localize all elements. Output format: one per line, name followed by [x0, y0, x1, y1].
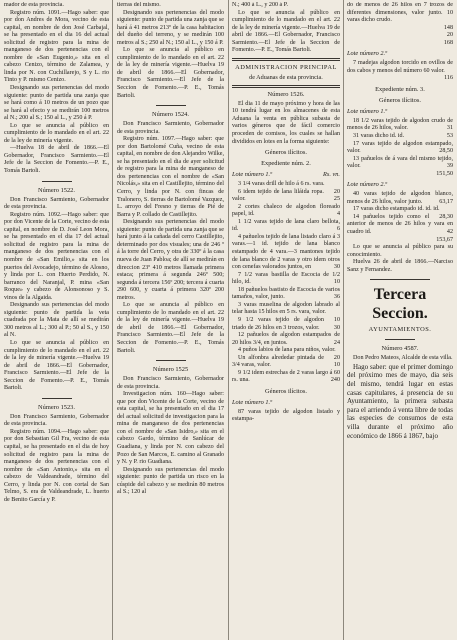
lot-items — [232, 181, 340, 385]
lot-header — [232, 170, 340, 179]
total-row — [347, 40, 453, 48]
notice-number: Número 1525 — [152, 366, 189, 374]
lot-item-text: 9 1/2 varas tejido de algodon triado de 26 hilos en 3 trozos, valor. — [232, 316, 324, 331]
paragraph: Designando sus pertenencias del modo siguiente: punto de partida la veta cuadrada por la Mata de allí se medirán 300 metros al L.; 300 al P.; 50 al S., y 150 al N. — [4, 302, 109, 339]
lot-item — [347, 206, 453, 220]
divider — [385, 339, 415, 340]
notice-heading: Don Pedro Mateos, Alcalde de esta villa. — [353, 355, 453, 362]
lot-item-value: 42 — [446, 229, 453, 236]
amount-row — [347, 75, 453, 83]
paragraph: Designando sus pertenencias del modo siguiente: punto de partida una zanja que se hará á 41 metros 213º de la casa habitacion del dueño del terreno, y se medirán 100 metros al S.; 250 al N.; 150 al L., y 150 á P. — [117, 9, 224, 46]
lot-item — [232, 219, 340, 234]
lot-item-value: 10 — [333, 279, 340, 286]
total-amount: 153,67 — [436, 236, 453, 243]
lot-item-text: 18 1/2 varas tejido de algodon crudo de menos de 26 hilos, valor. — [347, 117, 453, 132]
lot-header — [347, 49, 453, 58]
lot-item-value: 24 — [333, 339, 340, 346]
lot-label: Lote número 1.º — [347, 107, 388, 115]
paragraph: Registro núm. 1094.—Hago saber: que por don Sebastian Gil Fra, vecino de esta capital, se ha presentado en el dia de hoy solicitud de registro para la mina de manganeso de dos pertenencias con el nombre de «San Antonio,» sita en el cabezo de Valdeandrade, término del Cerro, y linda por N. con cortal de San Telmo, S. era de Valdeandrade, L. huerto de Benito García y P. — [4, 428, 109, 503]
lot-item — [232, 287, 340, 302]
amount-row — [347, 32, 453, 40]
lot-item-text: 18 pañuelos bastisto de Escocia de varios tamaños, valor, junto. — [232, 286, 340, 301]
lot-label: Lote número 2.º — [347, 50, 388, 58]
paragraph: Lo que se anuncia al público en cumplimiento de lo mandado en el art. 22 de la ley de minería vigente.—Huelva 19 de abril de 1866.—El Gobernador, Francisco Sarmiento.—El Jefe de la Seccion de Fomento.—P. E., Tomás Bartoli. — [117, 302, 224, 354]
lot-label: Lote número 1.º — [232, 171, 273, 179]
expediente-heading: Expediente núm. 3. — [375, 85, 425, 93]
paragraph: Lo que se anuncia al público en cumplimiento de lo mandado en el art. 22 de la ley de minería vigente.—Huelva 19 de abril de 1866.—El Gobernador, Francisco Sarmiento.—El Jefe de la Seccion de Fomento.—P. E., Tomás Bartoli. — [4, 339, 109, 392]
lot-item — [232, 317, 340, 332]
lot-item-value: 63,17 — [439, 198, 453, 205]
total-amount: 151,50 — [436, 170, 453, 177]
lot-item — [232, 181, 340, 195]
column-2 — [117, 2, 224, 640]
column-rule — [228, 0, 229, 640]
column-rule — [343, 0, 344, 640]
paragraph: Registro núm. 1097.—Hago saber: que por don Bartolomé Cuña, vecino de esta capital, en nombre de don Alejandro Wilke, se ha presentado en el dia de ayer solicitud de registro para la mina de manganeso de dos pertenencias con el nombre de «San Nicolás,» sita en el Castillejito, término del Cerro, y linda por N. con fincas de Tralonero, S. tierras de Bartolomé Vazquez, L. arroyo del Fresno y tierras de Pié de Barra y P. collado de Castillejito. — [117, 136, 224, 218]
paragraph: Designando sus pertenencias del modo siguiente: punto de partida un risco en la cúspide del cabezo y se medirán 80 metros al S.; 120 al — [117, 466, 224, 496]
divider — [42, 398, 72, 399]
lot-item-value: 28,50 — [439, 148, 453, 155]
paragraph: —Huelva 18 de abril de 1866.—El Gobernador, Francisco Sarmiento.—El Jefe de la Seccion de Fomento.—P. E., Tomás Bartoli. — [4, 145, 109, 175]
double-rule — [232, 58, 340, 61]
lot-item-value: 30 — [333, 264, 340, 271]
lot-item-text: 1 1/2 varas tejido de lana claro bellota, id. — [232, 218, 340, 233]
lot-item-text: 3 1/4 varas drill de hilo á 6 rs. vara. — [238, 181, 325, 188]
lot-item — [347, 191, 453, 206]
notice-number: Número 1522. — [38, 186, 75, 194]
lot-label: Lote número 1.º — [232, 398, 273, 406]
lot-item-text: 40 varas tejido de algodon blanco, menos de 26 hilos, valor junto. — [347, 191, 453, 205]
lot-item-text: 4 pañuelos tejido de lana listado claro á 3 varas.—1 id. tejido de lana blanco estampado de 4 vara.—3 mantones tejido de lana blanco de 2 varas y otro idem otros con cenefas valorados juntos, en — [232, 233, 340, 271]
lot-item — [232, 370, 340, 385]
lot-item-text: 31 varas dicho id. id. — [353, 133, 405, 140]
notice-number: Número 4587. — [381, 345, 419, 353]
lot-item-text: 13 pañuelos de á vara del mismo tejido, valor. — [347, 155, 453, 170]
divider — [370, 279, 430, 280]
total-row — [347, 237, 453, 245]
paragraph: Lo que se anuncia al público en cumplimiento de lo mandado en el art. 22 de la ley de minería vigente. — [4, 122, 109, 144]
lot-item — [347, 156, 453, 171]
paragraph: El dia 11 de mayo próximo y hora de las 10 tendrá lugar en los almacenes de esta Aduana la venta en pública subasta de varios géneros que de fácil comercio proceden de comisos, los cuales se hallan divididos en lotes en la forma siguiente: — [232, 100, 340, 145]
lot-item-value: 240 — [330, 377, 340, 384]
lot-item-text: 17 varas tejido de algodon estampado, valor. — [347, 140, 453, 155]
paragraph: Lo que se anuncia al público en cumplimiento de lo mandado en el art. 22 de la ley de minería vigente.—Huelva 19 de abril de 1866.—El Gobernador, Francisco Sarmiento.—El Jefe de la Seccion de Fomento.—P. E., Tomás Bartoli. — [232, 9, 340, 54]
lot-header — [347, 180, 453, 189]
lot-item-text: Un alfonbra alrededar pintada de 3/4 varas, valor. — [232, 354, 324, 369]
paragraph: N.; 400 á L., y 200 á P. — [232, 2, 289, 8]
notice-number: Número 1524. — [152, 111, 189, 119]
paragraph: Registro núm. 1092.—Hago saber: que por don Vicente de la Corte, vecino de esta capital, en nombre de D. José Leon Mora, se ha presentado en el dia 17 del actual solicitud de registro para la mina de manganeso de dos pertenencias con el nombre de «San Emilio,» sita en los puertos del Avocadejo, término de Alosno, y linda por L. con Huerto Perdido, N. barranco del Naranjal, P. mina «San Roque» y cabezo de Alonsonoso y S. vinos de la Algaida. — [4, 211, 109, 301]
notice-number: Número 1526. — [267, 90, 305, 98]
column-4 — [347, 2, 453, 640]
notice-heading: Don Francisco Sarmiento, Gobernador de esta provincia. — [4, 413, 109, 428]
divider — [42, 181, 72, 182]
total-row — [347, 171, 453, 179]
category-heading: Géneros ilícitos. — [379, 96, 421, 104]
lot-item-value: 10 — [333, 316, 340, 323]
notice-number: Número 1523. — [38, 403, 75, 411]
amount: 116 — [444, 75, 453, 82]
category-heading: Géneros ilícitos. — [265, 387, 307, 395]
notice-heading: Don Francisco Sarmiento, Gobernador de esta provincia. — [117, 121, 224, 135]
lot-item-value: 36 — [333, 294, 340, 301]
paragraph: 87 varas tejido de algodon listado y estampa- — [232, 408, 340, 423]
lot-item-value: 20 — [333, 354, 340, 361]
lot-item — [347, 141, 453, 156]
lot-item-value: 6 — [336, 226, 340, 233]
lot-item-value: 53 — [446, 133, 453, 140]
total-amount: 168 — [443, 39, 453, 46]
section-title: Tercera Seccion. — [372, 286, 428, 323]
paragraph: 7 madejas algodon torcido en ovillos de dos cabos y menos del número 60 valor. — [347, 60, 453, 74]
lot-item — [232, 189, 340, 204]
lot-item-value: 4 — [336, 211, 340, 218]
double-rule — [232, 85, 340, 88]
section-heading: AYUNTAMIENTOS. — [368, 326, 432, 334]
lot-items — [347, 191, 453, 236]
paragraph: mador de esta provincia. — [4, 2, 64, 8]
lot-item — [347, 133, 453, 141]
column-3 — [232, 2, 340, 640]
signature-line: Huelva 26 de abril de 1866.—Narciso Sanz y Fernandez. — [347, 259, 453, 273]
lot-item-text: 14 pañuelos tejido como el anterior de menos de 26 hilos y vara en cuadro id. — [347, 213, 453, 236]
lot-item-value: 39 — [446, 163, 453, 170]
column-rule — [112, 0, 113, 640]
paragraph: Lo que se anuncia al público para su conocimiento. — [347, 244, 453, 258]
lot-item — [232, 234, 340, 272]
lot-item-text: 12 pañuelos de algodon estampados de 20 hilos 3/4, en juntos. — [232, 332, 340, 346]
lot-item-value: 30 — [333, 324, 340, 331]
paragraph: Lo que se anuncia al público en cumplimiento de lo mandado en el art. 22 de la ley de minería vigente.—Huelva 19 de abril de 1866.—El Gobernador, Francisco Sarmiento.—El Jefe de la Seccion de Fomento.—P. E., Tomás Bartoli. — [117, 47, 224, 99]
divider — [156, 105, 186, 106]
lot-item — [232, 355, 340, 370]
section-heading: ADMINISTRACION PRINCIPAL — [235, 63, 337, 71]
lot-items — [347, 118, 453, 171]
lot-item — [232, 272, 340, 287]
amount: 20 — [446, 32, 453, 39]
lot-item-value: 28,30 — [439, 213, 453, 220]
paragraph: do de menos de 26 hilos en 7 trozos de diferentes dimensiones, valor junto. 10 varas dicho crudo. — [347, 2, 453, 24]
lot-item-text: 4 puños labios de lana para niños, valor. — [238, 347, 336, 354]
paragraph: Investigacion núm. 160—Hago saber: que por don Vicente de la Corte, vecino de esta capital, se ha presentado en el dia 17 del actual solicitud de investigacion para la mina de manganeso de dos pertenencias con el nombre de «San Isidro,» sita en el cabezo Gardo, término de Sanlúcar de Guadiana, y linda por N. con cabezo del Pozo de San Marcos, E. camino al Granado y N. y P. rio Guadiana. — [117, 391, 224, 466]
column-1 — [4, 2, 109, 640]
amount: 148 — [443, 24, 453, 31]
paragraph: Designando sus pertenencias del modo siguiente: punto de partida una zanja que se hará junto á la cañada del cerro Castillejito, determinado por dos visuales; una de 246 º á la torre del Cerro, y otra de 330º á la casa nueva de Juan Pabloa; de allí se medirán en direccion 23º 410 metros llamada primera estaca; primera á segunda 246º 500; segunda á tercera 156º 200; tercera á cuarta 290 600, y cuarta á primera 320º 200 metros. — [117, 219, 224, 301]
amount-row — [347, 25, 453, 33]
lot-header — [232, 398, 340, 407]
lot-item-text: 7 1/2 varas bastilla de Escocia de 1/2 hilo, id. — [232, 271, 340, 286]
lot-item-text: 17 varas dicho estampado id. id. id. — [353, 206, 440, 213]
section-subheading: de Aduanas de esta provincia. — [249, 73, 323, 81]
lot-item — [232, 301, 340, 323]
paragraph: Hago saber: que el primer domingo del próximo mes de mayo, dia seis del mismo, tendrá lugar en estas casas capitulares, á presencia de su Ayuntamiento, la primera subasta para el arriendo á venta libre de todas las especies de consumos de esta villa durante el próximo año económico de 1866 á 1867, bajo — [347, 362, 453, 440]
lot-item-text: 3 varas muselina de algodon labrado al telar hasta 15 hilos en 5 rs. vara, valor. — [232, 301, 340, 316]
lot-item — [347, 118, 453, 133]
category-heading: Géneros ilícitos. — [265, 149, 307, 157]
lot-item-value: 31 — [446, 125, 453, 132]
divider — [156, 360, 186, 361]
lot-item-value: 10 — [333, 362, 340, 369]
lot-item-text: 2 cortes chaleco de algodon floreado papel, id. — [232, 203, 340, 218]
lot-item-text: 9 1/2 idem estrechas de 2 varas largo á 60 rs. una. — [232, 369, 340, 384]
lot-item — [232, 204, 340, 219]
unit-label: Rs. vn. — [323, 171, 340, 179]
notice-heading: Don Francisco Sarmiento, Gobernador de esta provincia. — [4, 196, 109, 211]
lot-item — [232, 332, 340, 347]
paragraph: tierras del mismo. — [117, 2, 161, 8]
lot-label: Lote número 2.º — [347, 181, 388, 189]
lot-item — [232, 347, 340, 361]
expediente-heading: Expediente núm. 2. — [261, 160, 311, 168]
lot-item-value: 20 — [333, 188, 340, 195]
paragraph: Designando sus pertenencias del modo siguiente: punto de partida una zanja que se hará como á 10 metros de un pozo que se hará al efecto y se medirán 100 metros al N.; 200 al S.; 150 al L., y 250 á P. — [4, 85, 109, 122]
lot-item-text: 6 idem tejido de lana liláida ropa. valor. — [232, 188, 324, 203]
lot-header — [347, 107, 453, 116]
paragraph: Registro núm. 1091.—Hago saber: que por don Andres de Mora, vecino de esta capital, en nombre de don José Carbajal, se ha presentado en el dia 16 del actual solicitud de registro para la mina de manganeso de dos pertenencias con el nombre de «San Eugenio,» sita en el cabezo Cenizo, término de Zalamea, y linda por N. con Cuchillarejo, S y L. rio Tinto y P. mismo Cenizo. — [4, 9, 109, 84]
lot-item-value: 25 — [333, 196, 340, 203]
notice-heading: Don Francisco Sarmiento, Gobernador de esta provincia. — [117, 376, 224, 390]
